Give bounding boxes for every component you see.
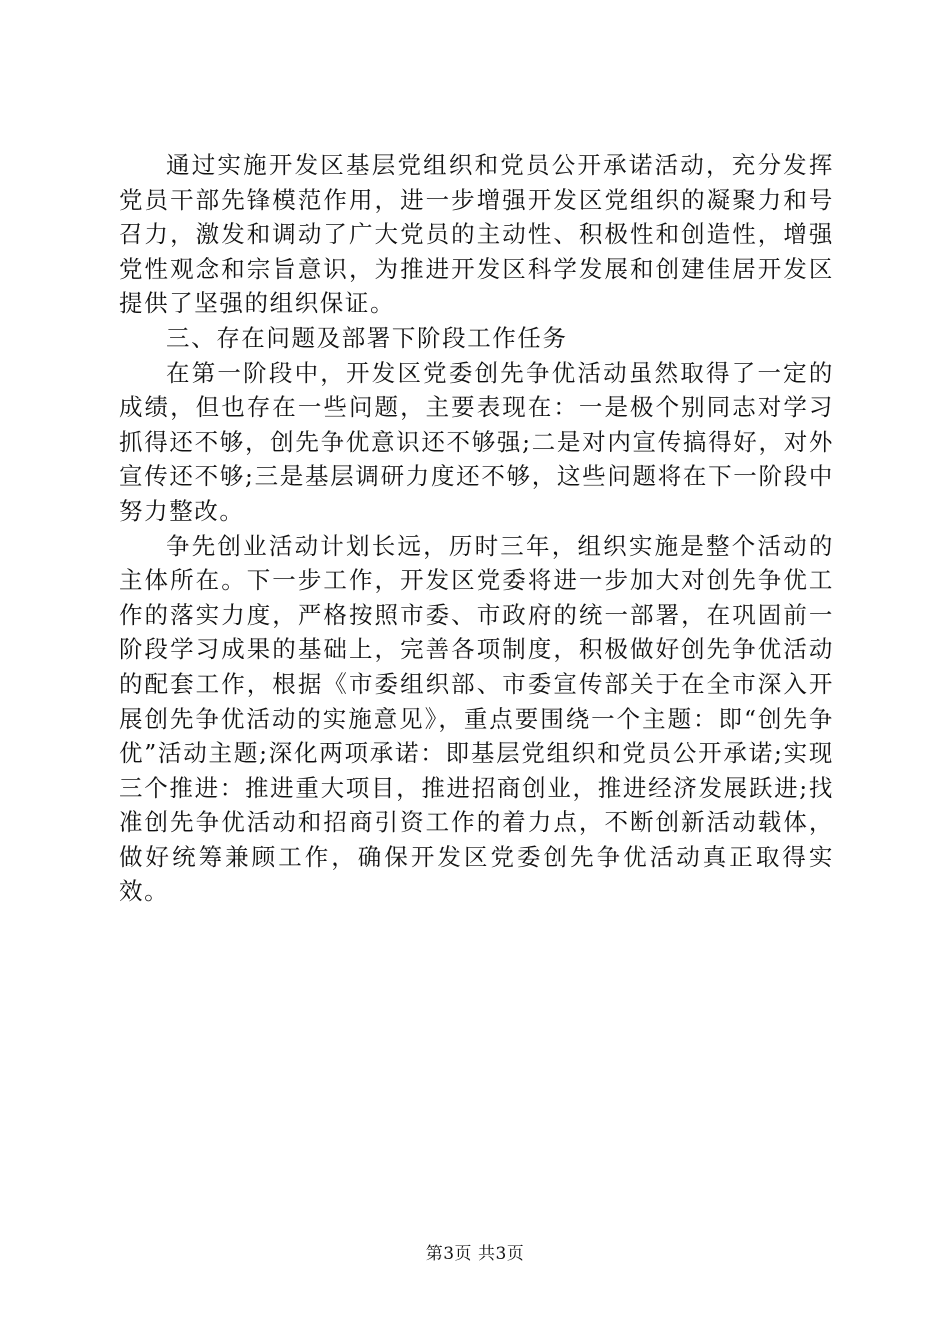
paragraph-next-steps: 争先创业活动计划长远，历时三年，组织实施是整个活动的主体所在。下一步工作，开发区党委将进一步加大对创先争优工作的落实力度，严格按照市委、市政府的统一部署，在巩固前一阶段学习成果的基础上，完善各项制度，积极做好创先争优活动的配套工作，根据《市委组织部、市委宣传部关于在全市深入开展创先争优活动的实施意见》，重点要围绕一个主题：即“创先争优”活动主题;深化两项承诺：即基层党组织和党员公开承诺;实现三个推进：推进重大项目，推进招商创业，推进经济发展跃进;找准创先争优活动和招商引资工作的着力点，不断创新活动载体，做好统筹兼顾工作，确保开发区党委创先争优活动真正取得实效。 xyxy=(119,531,834,906)
page-footer: 第3页 共3页 xyxy=(425,1244,525,1264)
paragraph-summary: 通过实施开发区基层党组织和党员公开承诺活动，充分发挥党员干部先锋模范作用，进一步增强开发区党组织的凝聚力和号召力，激发和调动了广大党员的主动性、积极性和创造性，增强党性观念和宗旨意识，为推进开发区科学发展和创建佳居开发区提供了坚强的组织保证。 xyxy=(119,151,834,318)
document-body xyxy=(119,148,834,909)
paragraph-problems: 在第一阶段中，开发区党委创先争优活动虽然取得了一定的成绩，但也存在一些问题，主要表现在：一是极个别同志对学习抓得还不够，创先争优意识还不够强;二是对内宣传搞得好，对外宣传还不够;三是基层调研力度还不够，这些问题将在下一阶段中努力整改。 xyxy=(119,358,834,525)
section-heading: 三、存在问题及部署下阶段工作任务 xyxy=(166,323,568,352)
